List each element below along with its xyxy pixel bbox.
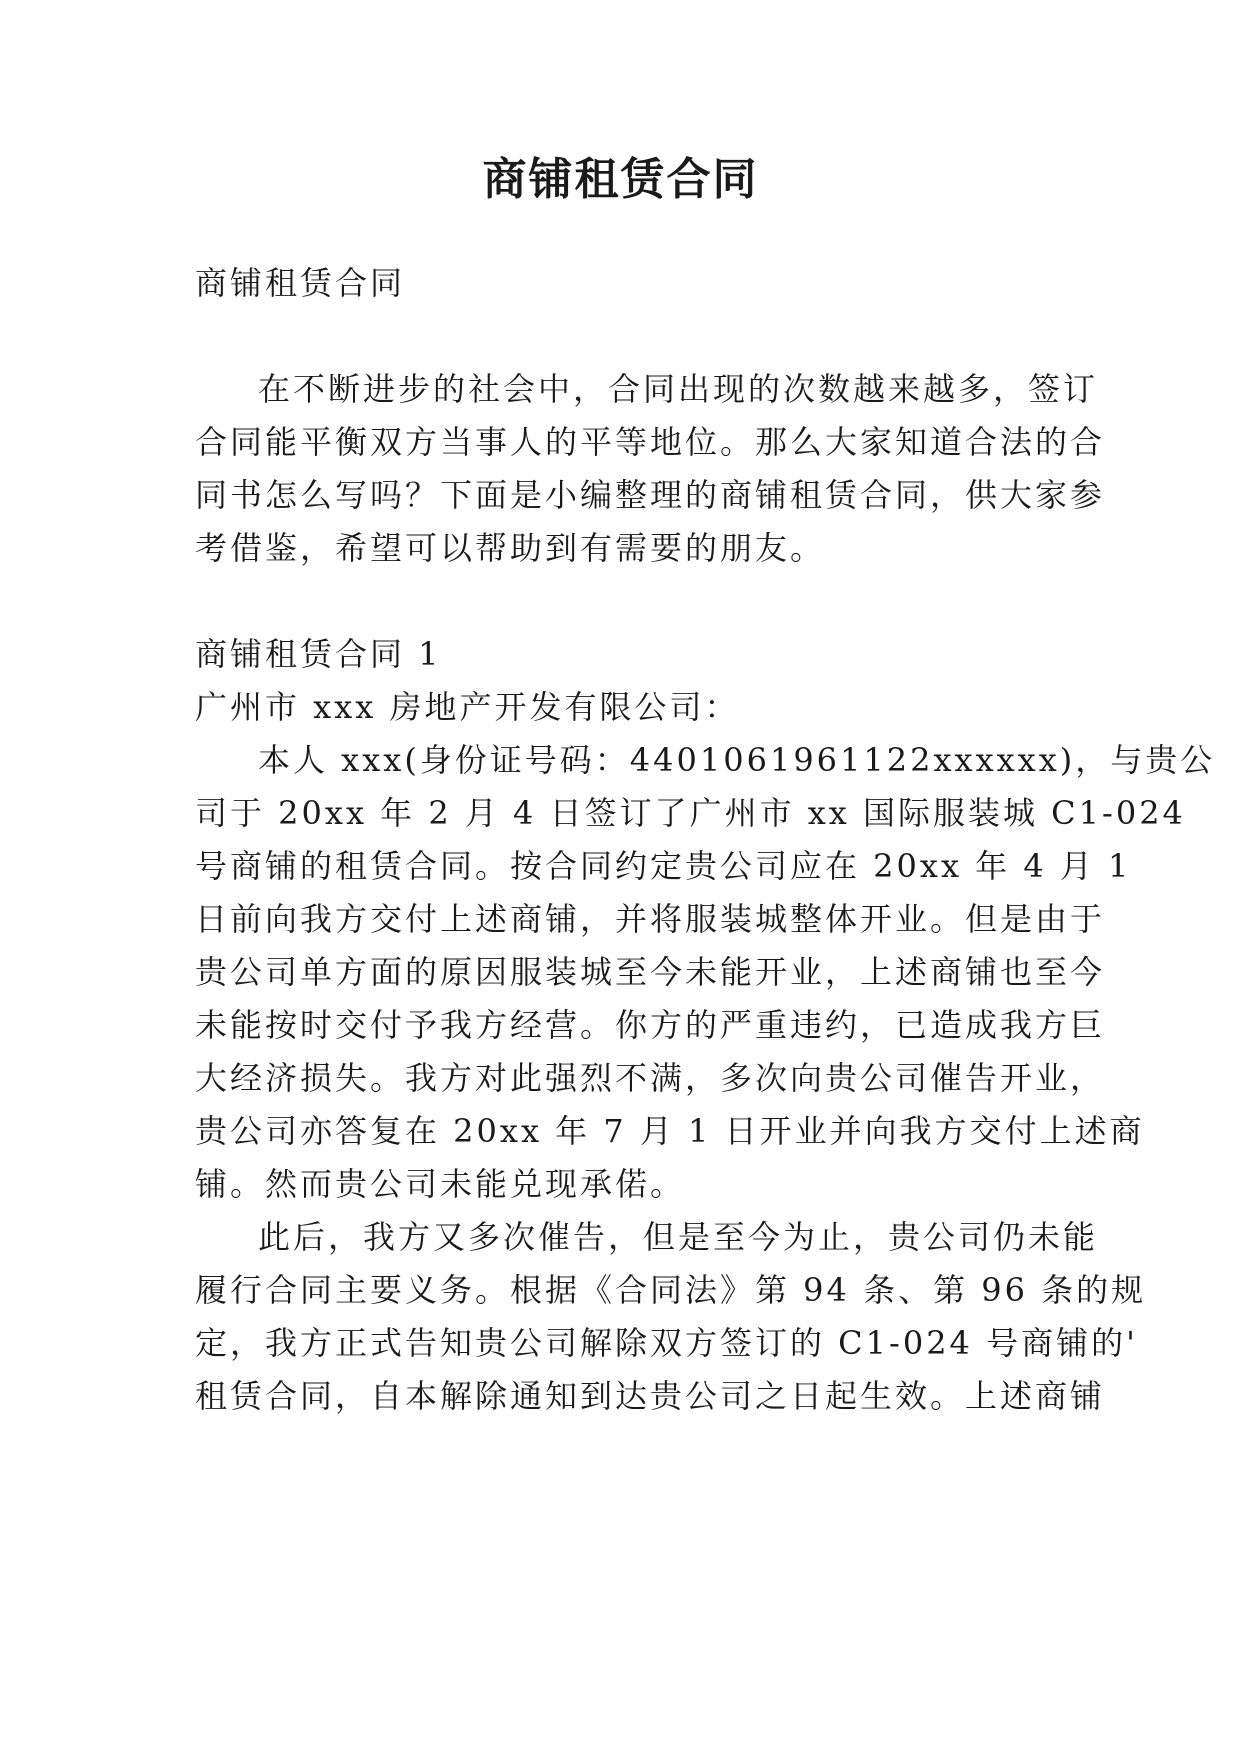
section-heading: 商铺租赁合同 1 — [195, 635, 442, 673]
paragraph-line: 贵公司单方面的原因服装城至今未能开业，上述商铺也至今 — [195, 953, 1106, 991]
paragraph-line: 贵公司亦答复在 20xx 年 7 月 1 日开业并向我方交付上述商 — [195, 1112, 1145, 1150]
intro-line: 同书怎么写吗？下面是小编整理的商铺租赁合同，供大家参 — [195, 476, 1106, 514]
document-subtitle: 商铺租赁合同 — [195, 264, 406, 302]
paragraph-line: 司于 20xx 年 2 月 4 日签订了广州市 xx 国际服装城 C1-024 — [195, 794, 1186, 832]
intro-line: 在不断进步的社会中，合同出现的次数越来越多，签订 — [258, 370, 1099, 408]
addressee: 广州市 xxx 房地产开发有限公司： — [195, 688, 740, 726]
paragraph-line: 铺。然而贵公司未能兑现承偌。 — [195, 1165, 686, 1203]
paragraph-line: 此后，我方又多次催告，但是至今为止，贵公司仍未能 — [258, 1218, 1099, 1256]
paragraph-line: 定，我方正式告知贵公司解除双方签订的 C1-024 号商铺的' — [195, 1324, 1138, 1362]
paragraph-line: 大经济损失。我方对此强烈不满，多次向贵公司催告开业， — [195, 1059, 1106, 1097]
paragraph-line: 租赁合同，自本解除通知到达贵公司之日起生效。上述商铺 — [195, 1377, 1106, 1415]
paragraph-line: 履行合同主要义务。根据《合同法》第 94 条、第 96 条的规 — [195, 1271, 1147, 1309]
intro-line: 考借鉴，希望可以帮助到有需要的朋友。 — [195, 529, 826, 567]
document-title: 商铺租赁合同 — [482, 154, 759, 205]
paragraph-line: 号商铺的租赁合同。按合同约定贵公司应在 20xx 年 4 月 1 — [195, 847, 1132, 885]
paragraph-line: 本人 xxx(身份证号码：4401061961122xxxxxx)，与贵公 — [258, 741, 1216, 779]
paragraph-line: 日前向我方交付上述商铺，并将服装城整体开业。但是由于 — [195, 900, 1106, 938]
intro-line: 合同能平衡双方当事人的平等地位。那么大家知道合法的合 — [195, 423, 1106, 461]
paragraph-line: 未能按时交付予我方经营。你方的严重违约，已造成我方巨 — [195, 1006, 1106, 1044]
